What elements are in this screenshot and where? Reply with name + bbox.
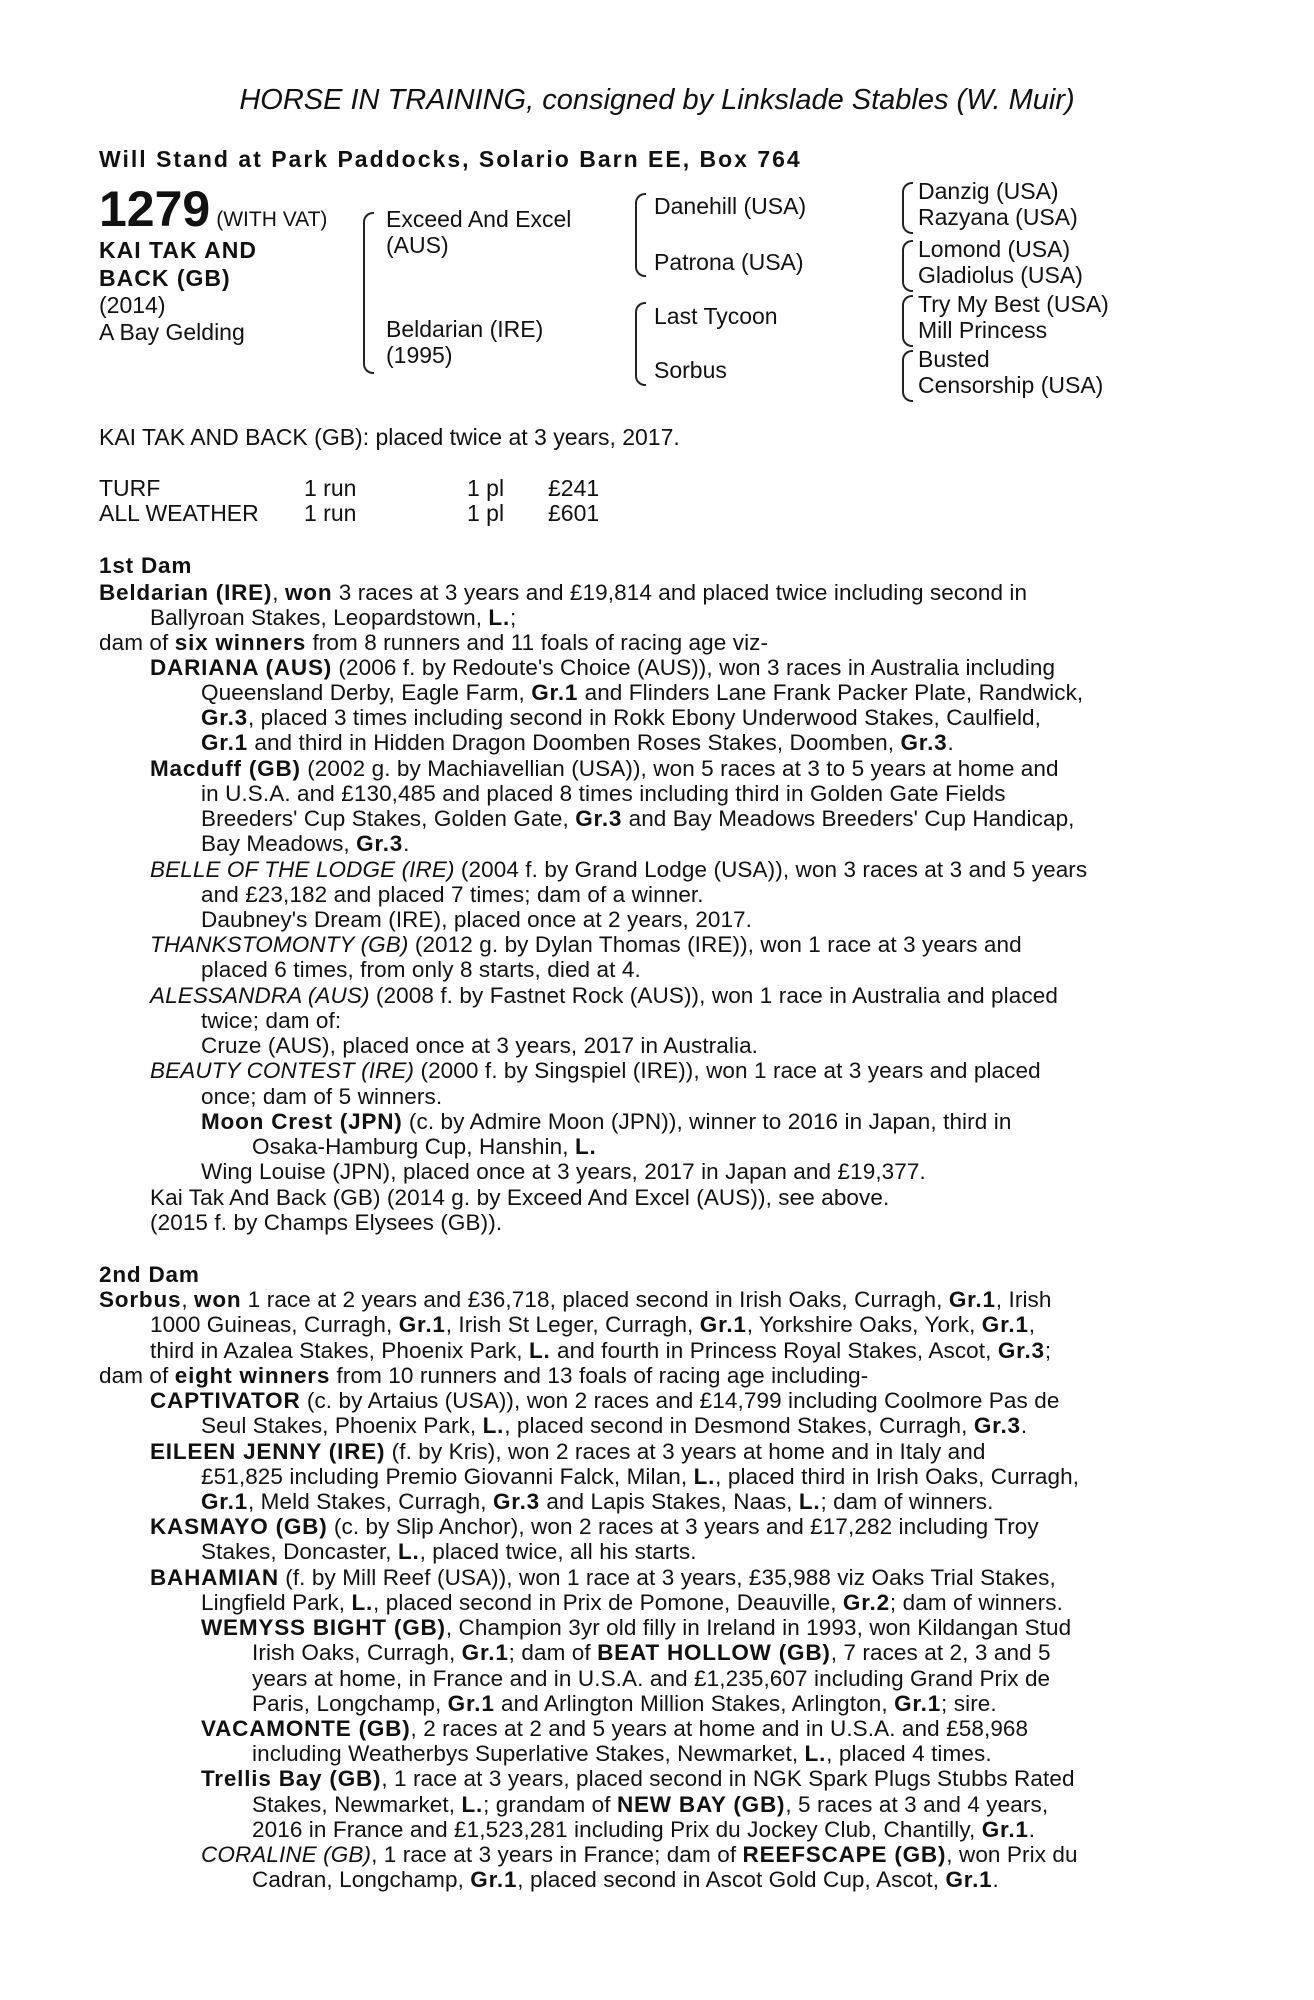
ggp-bracket-1	[902, 182, 913, 234]
record-earnings-aw: £601	[548, 500, 600, 526]
text-line: Ballyroan Stakes, Leopardstown, L.;	[150, 605, 517, 630]
text-line: Cruze (AUS), placed once at 3 years, 2017 in Australia.	[201, 1033, 759, 1058]
sire-line2: (AUS)	[386, 232, 449, 258]
text-line: placed 6 times, from only 8 starts, died at 4.	[201, 957, 641, 982]
ggp-5: Try My Best (USA)	[918, 291, 1109, 317]
text-line: in U.S.A. and £130,485 and placed 8 times including third in Golden Gate Fields	[201, 781, 1006, 806]
record-runs-col	[304, 476, 356, 526]
text-line: Gr.1 and third in Hidden Dragon Doomben Roses Stakes, Doomben, Gr.3.	[201, 730, 954, 755]
record-earnings-col	[548, 476, 599, 526]
text-line: and £23,182 and placed 7 times; dam of a winner.	[201, 882, 704, 907]
grandsire-1: Danehill (USA)	[654, 193, 807, 219]
text-line: including Weatherbys Superlative Stakes, Newmarket, L., placed 4 times.	[252, 1741, 992, 1766]
ggp-8: Censorship (USA)	[918, 372, 1104, 398]
record-placed-turf: 1 pl	[467, 475, 505, 501]
horse-year: (2014)	[99, 292, 166, 318]
lot-block	[99, 180, 327, 238]
text-line: Stakes, Newmarket, L.; grandam of NEW BAY (GB), 5 races at 3 and 4 years,	[252, 1792, 1049, 1817]
text-line: WEMYSS BIGHT (GB), Champion 3yr old filly in Ireland in 1993, won Kildangan Stud	[201, 1615, 1072, 1640]
horse-name-line2: BACK (GB)	[99, 265, 231, 291]
ggp-4: Gladiolus (USA)	[918, 262, 1083, 288]
text-line: Gr.1, Meld Stakes, Curragh, Gr.3 and Lapis Stakes, Naas, L.; dam of winners.	[201, 1489, 994, 1514]
text-line: Gr.3, placed 3 times including second in Rokk Ebony Underwood Stakes, Caulfield,	[201, 705, 1042, 730]
dam-name	[386, 316, 543, 368]
text-line: Wing Louise (JPN), placed once at 3 years, 2017 in Japan and £19,377.	[201, 1159, 926, 1184]
text-line: Lingfield Park, L., placed second in Prix de Pomone, Deauville, Gr.2; dam of winners.	[201, 1590, 1063, 1615]
text-line: THANKSTOMONTY (GB) (2012 g. by Dylan Thomas (IRE)), won 1 race at 3 years and	[150, 932, 1022, 957]
text-line: ALESSANDRA (AUS) (2008 f. by Fastnet Rock (AUS)), won 1 race in Australia and placed	[150, 983, 1058, 1008]
sire-parents-bracket	[635, 193, 646, 277]
sire-name	[386, 206, 571, 258]
text-line: Sorbus, won 1 race at 2 years and £36,718, placed second in Irish Oaks, Curragh, Gr.1, Irish	[99, 1287, 1052, 1312]
text-line: Irish Oaks, Curragh, Gr.1; dam of BEAT HOLLOW (GB), 7 races at 2, 3 and 5	[252, 1640, 1051, 1665]
text-line: VACAMONTE (GB), 2 races at 2 and 5 years at home and in U.S.A. and £58,968	[201, 1716, 1029, 1741]
ggp-1: Danzig (USA)	[918, 178, 1059, 204]
text-line: dam of six winners from 8 runners and 11 foals of racing age viz-	[99, 630, 769, 655]
text-line: Stakes, Doncaster, L., placed twice, all his starts.	[201, 1539, 697, 1564]
text-line: Seul Stakes, Phoenix Park, L., placed second in Desmond Stakes, Curragh, Gr.3.	[201, 1413, 1028, 1438]
text-line: Paris, Longchamp, Gr.1 and Arlington Million Stakes, Arlington, Gr.1; sire.	[252, 1691, 997, 1716]
dam-line1: Beldarian (IRE)	[386, 316, 544, 342]
text-line: BELLE OF THE LODGE (IRE) (2004 f. by Grand Lodge (USA)), won 3 races at 3 and 5 years	[150, 857, 1088, 882]
text-line: CAPTIVATOR (c. by Artaius (USA)), won 2 races and £14,799 including Coolmore Pas de	[150, 1388, 1060, 1413]
text-line: Trellis Bay (GB), 1 race at 3 years, placed second in NGK Spark Plugs Stubbs Rated	[201, 1766, 1075, 1791]
record-placed-col	[467, 476, 504, 526]
text-line: DARIANA (AUS) (2006 f. by Redoute's Choice (AUS)), won 3 races in Australia including	[150, 655, 1056, 680]
record-surface-aw: ALL WEATHER	[99, 500, 259, 526]
record-runs-aw: 1 run	[304, 500, 357, 526]
record-placed-aw: 1 pl	[467, 500, 505, 526]
text-line: once; dam of 5 winners.	[201, 1084, 443, 1109]
text-line: third in Azalea Stakes, Phoenix Park, L. and fourth in Princess Royal Stakes, Ascot, Gr.3;	[150, 1338, 1052, 1363]
text-line: Osaka-Hamburg Cup, Hanshin, L.	[252, 1134, 597, 1159]
text-line: Daubney's Dream (IRE), placed once at 2 years, 2017.	[201, 907, 753, 932]
text-line: KASMAYO (GB) (c. by Slip Anchor), won 2 races at 3 years and £17,282 including Troy	[150, 1514, 1039, 1539]
horse-name-line1: KAI TAK AND	[99, 237, 257, 263]
sire-line1: Exceed And Excel	[386, 206, 572, 232]
text-line: BEAUTY CONTEST (IRE) (2000 f. by Singspiel (IRE)), won 1 race at 3 years and placed	[150, 1058, 1041, 1083]
sire-dam-bracket	[363, 212, 374, 374]
granddam-2: Sorbus	[654, 357, 727, 383]
ggp-bracket-3	[902, 295, 913, 347]
dam-parents-bracket	[635, 302, 646, 386]
ggp-group-1	[918, 178, 1078, 230]
first-dam-heading: 1st Dam	[99, 553, 193, 578]
text-line: Kai Tak And Back (GB) (2014 g. by Exceed And Excel (AUS)), see above.	[150, 1185, 890, 1210]
ggp-bracket-2	[902, 240, 913, 292]
text-line: Cadran, Longchamp, Gr.1, placed second in Ascot Gold Cup, Ascot, Gr.1.	[252, 1867, 999, 1892]
text-line: CORALINE (GB), 1 race at 3 years in France; dam of REEFSCAPE (GB), won Prix du	[201, 1842, 1078, 1867]
grandsire-2: Last Tycoon	[654, 303, 778, 329]
text-line: Macduff (GB) (2002 g. by Machiavellian (USA)), won 5 races at 3 to 5 years at home and	[150, 756, 1059, 781]
ggp-bracket-4	[902, 350, 913, 402]
record-surface-turf: TURF	[99, 475, 161, 501]
text-line: 2016 in France and £1,523,281 including Prix du Jockey Club, Chantilly, Gr.1.	[252, 1817, 1036, 1842]
dam-line2: (1995)	[386, 342, 453, 368]
record-earnings-turf: £241	[548, 475, 600, 501]
vat-label: (WITH VAT)	[216, 208, 328, 231]
text-line: Breeders' Cup Stakes, Golden Gate, Gr.3 and Bay Meadows Breeders' Cup Handicap,	[201, 806, 1075, 831]
ggp-group-4	[918, 346, 1103, 398]
ggp-group-2	[918, 236, 1083, 288]
text-line: (2015 f. by Champs Elysees (GB)).	[150, 1210, 503, 1235]
horse-description: A Bay Gelding	[99, 319, 245, 345]
stand-location: Will Stand at Park Paddocks, Solario Barn EE, Box 764	[99, 146, 802, 172]
ggp-3: Lomond (USA)	[918, 236, 1071, 262]
second-dam-heading: 2nd Dam	[99, 1262, 200, 1287]
text-line: BAHAMIAN (f. by Mill Reef (USA)), won 1 race at 3 years, £35,988 viz Oaks Trial Stakes,	[150, 1565, 1056, 1590]
text-line: EILEEN JENNY (IRE) (f. by Kris), won 2 races at 3 years at home and in Italy and	[150, 1439, 986, 1464]
text-line: Moon Crest (JPN) (c. by Admire Moon (JPN)), winner to 2016 in Japan, third in	[201, 1109, 1012, 1134]
text-line: 1000 Guineas, Curragh, Gr.1, Irish St Leger, Curragh, Gr.1, Yorkshire Oaks, York, Gr.1,	[150, 1312, 1036, 1337]
text-line: Queensland Derby, Eagle Farm, Gr.1 and Flinders Lane Frank Packer Plate, Randwick,	[201, 680, 1084, 705]
record-runs-turf: 1 run	[304, 475, 357, 501]
lot-number: 1279	[99, 181, 211, 237]
record-surface-col	[99, 476, 259, 526]
page-title: HORSE IN TRAINING, consigned by Linkslade Stables (W. Muir)	[239, 84, 1075, 116]
text-line: Bay Meadows, Gr.3.	[201, 831, 410, 856]
text-line: years at home, in France and in U.S.A. and £1,235,607 including Grand Prix de	[252, 1666, 1051, 1691]
text-line: dam of eight winners from 10 runners and 13 foals of racing age including-	[99, 1363, 869, 1388]
granddam-1: Patrona (USA)	[654, 249, 804, 275]
ggp-group-3	[918, 291, 1109, 343]
ggp-6: Mill Princess	[918, 317, 1048, 343]
horse-name	[99, 236, 257, 292]
text-line: twice; dam of:	[201, 1008, 342, 1033]
ggp-7: Busted	[918, 346, 990, 372]
text-line: Beldarian (IRE), won 3 races at 3 years and £19,814 and placed twice including second in	[99, 580, 1028, 605]
ggp-2: Razyana (USA)	[918, 204, 1078, 230]
racing-summary: KAI TAK AND BACK (GB): placed twice at 3 years, 2017.	[99, 424, 680, 450]
horse-details	[99, 292, 245, 346]
text-line: £51,825 including Premio Giovanni Falck, Milan, L., placed third in Irish Oaks, Curragh,	[201, 1464, 1080, 1489]
